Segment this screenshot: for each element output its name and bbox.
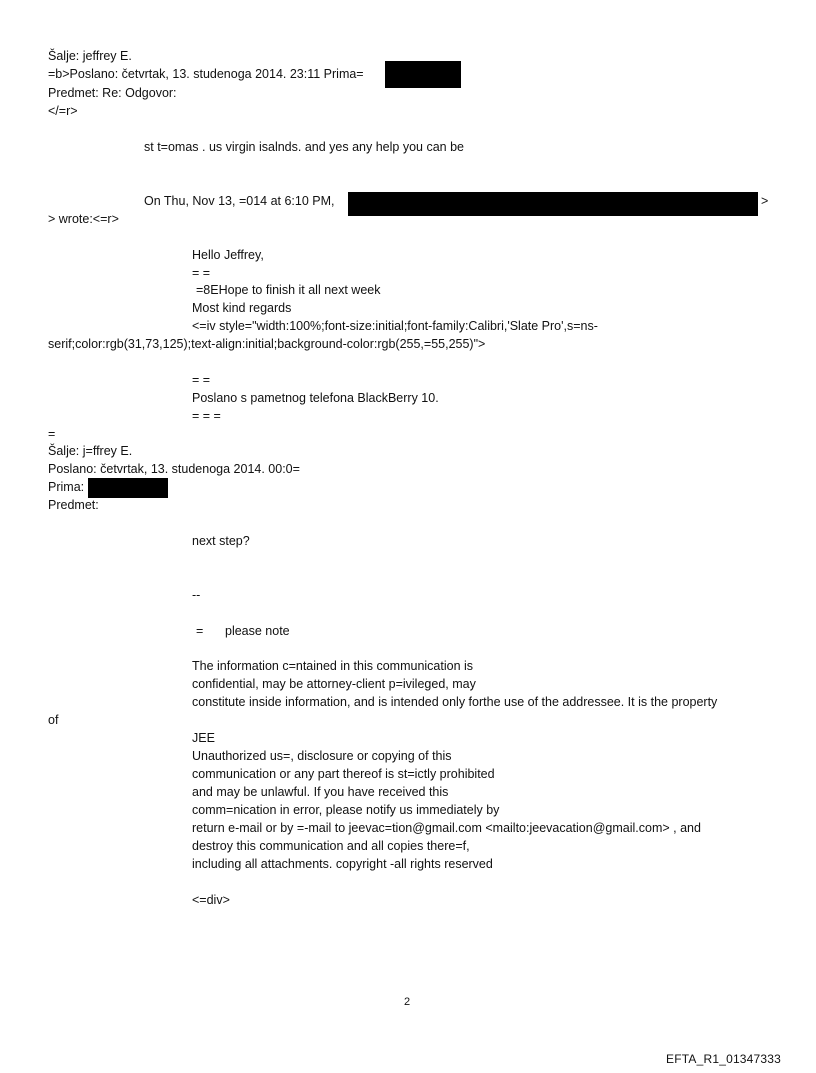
disclaimer-line: Unauthorized us=, disclosure or copying of this — [192, 749, 452, 763]
eq-line: = = = — [192, 409, 221, 423]
greeting: Hello Jeffrey, — [192, 248, 264, 262]
signature-separator: -- — [192, 588, 201, 602]
subject-line-2: Predmet: — [48, 498, 99, 512]
disclaimer-line: JEE — [192, 731, 215, 745]
disclaimer-line: and may be unlawful. If you have received this — [192, 785, 449, 799]
page-number: 2 — [404, 996, 411, 1008]
bates-number: EFTA_R1_01347333 — [666, 1052, 782, 1066]
tag-line: </=r> — [48, 104, 78, 118]
disclaimer-line: communication or any part thereof is st=ictly prohibited — [192, 767, 495, 781]
regards-line: Most kind regards — [192, 301, 292, 315]
disclaimer-line: constitute inside information, and is intended only forthe use of the addressee. It is the property — [192, 695, 718, 709]
disclaimer-line: including all attachments. copyright -all rights reserved — [192, 857, 493, 871]
disclaimer-line: confidential, may be attorney-client p=ivileged, may — [192, 677, 476, 691]
div-close-tag: <=div> — [192, 893, 230, 907]
disclaimer-line: The information c=ntained in this communication is — [192, 659, 474, 673]
wrote-line: > wrote:<=r> — [48, 212, 119, 226]
sent-line-2: Poslano: četvrtak, 13. studenoga 2014. 00:0= — [48, 462, 300, 476]
div-style-line-2: serif;color:rgb(31,73,125);text-align:initial;background-color:rgb(255,=55,255)"> — [48, 337, 486, 351]
eq-line: = — [48, 427, 56, 441]
from-line-2: Šalje: j=ffrey E. — [48, 444, 133, 458]
eq-line: = — [196, 624, 204, 638]
div-style-line: <=iv style="width:100%;font-size:initial;font-family:Calibri,'Slate Pro',s=ns- — [192, 319, 598, 333]
eq-line: = = — [192, 373, 211, 387]
reply-text: st t=omas . us virgin isalnds. and yes any help you can be — [144, 140, 464, 154]
to-line: Prima: — [48, 480, 85, 494]
from-line: Šalje: jeffrey E. — [48, 49, 132, 63]
next-step-line: next step? — [192, 534, 250, 548]
hope-line: =8EHope to finish it all next week — [196, 283, 381, 297]
please-note: please note — [225, 624, 290, 638]
subject-line: Predmet: Re: Odgovor: — [48, 86, 177, 100]
sent-from-line: Poslano s pametnog telefona BlackBerry 10. — [192, 391, 439, 405]
disclaimer-of: of — [48, 713, 59, 727]
redaction-box — [88, 478, 168, 498]
redaction-box — [348, 192, 758, 216]
quote-intro-suffix: > — [761, 194, 769, 208]
disclaimer-line: return e-mail or by =-mail to jeevac=tion@gmail.com <mailto:jeevacation@gmail.com> , and — [192, 821, 701, 835]
sent-line: =b>Poslano: četvrtak, 13. studenoga 2014. 23:11 Prima= — [48, 67, 364, 81]
quote-intro: On Thu, Nov 13, =014 at 6:10 PM, — [144, 194, 335, 208]
disclaimer-line: destroy this communication and all copies there=f, — [192, 839, 470, 853]
eq-line: = = — [192, 266, 211, 280]
disclaimer-line: comm=nication in error, please notify us immediately by — [192, 803, 500, 817]
redaction-box — [385, 61, 461, 88]
